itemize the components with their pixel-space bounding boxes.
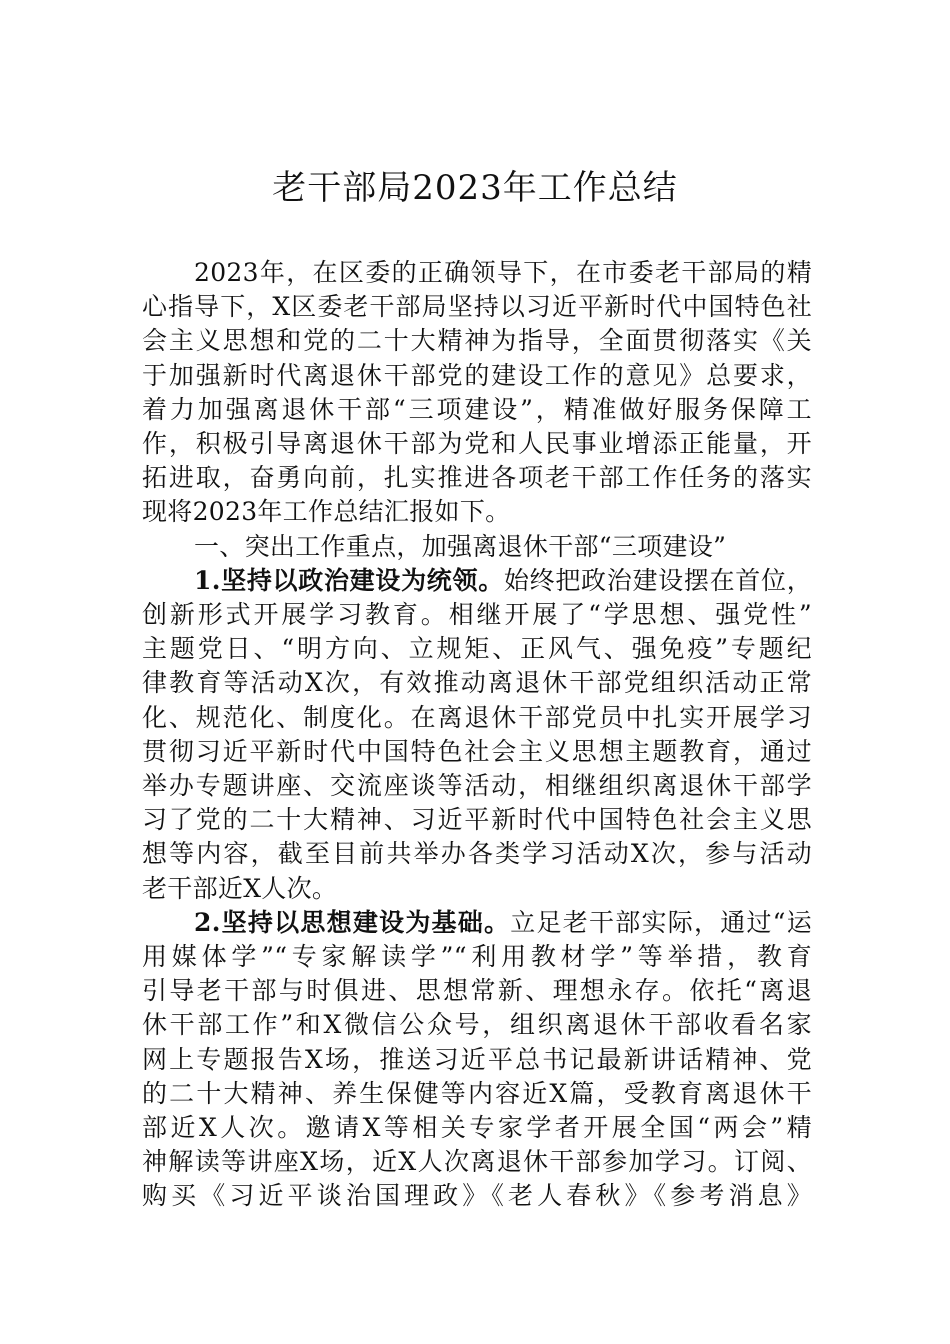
subsection-1-first-line [142, 564, 812, 598]
subsection-1-first-text: 始终把政治建设摆在首位， [503, 565, 812, 595]
paragraph-line: 化、规范化、制度化。在离退休干部党员中扎实开展学习 [142, 702, 812, 732]
document-title: 老干部局2023年工作总结 [272, 168, 678, 208]
section-heading: 一、突出工作重点，加强离退休干部“三项建设” [194, 531, 727, 561]
paragraph-line: 作，积极引导离退休干部为党和人民事业增添正能量，开 [142, 429, 812, 459]
paragraph-line: 贯彻习近平新时代中国特色社会主义思想主题教育，通过 [142, 736, 812, 766]
paragraph-line: 休干部工作”和X微信公众号，组织离退休干部收看名家 [142, 1010, 812, 1040]
paragraph-line: 用媒体学”“专家解读学”“利用教材学”等举措，教育 [142, 942, 812, 972]
paragraph-line: 着力加强离退休干部“三项建设”，精准做好服务保障工 [142, 394, 812, 424]
paragraph-line: 举办专题讲座、交流座谈等活动，相继组织离退休干部学 [142, 771, 812, 801]
paragraph-line: 习了党的二十大精神、习近平新时代中国特色社会主义思 [142, 805, 812, 835]
paragraph-line: 想等内容，截至目前共举办各类学习活动X次，参与活动 [142, 839, 812, 869]
paragraph-line: 购买《习近平谈治国理政》《老人春秋》《参考消息》 [142, 1181, 812, 1211]
paragraph-line: 引导老干部与时俱进、思想常新、理想永存。依托“离退 [142, 976, 812, 1006]
paragraph-line: 的二十大精神、养生保健等内容近X篇，受教育离退休干 [142, 1078, 812, 1108]
paragraph-line: 主题党日、“明方向、立规矩、正风气、强免疫”专题纪 [142, 634, 812, 664]
paragraph-line: 于加强新时代离退休干部党的建设工作的意见》总要求， [142, 360, 812, 390]
paragraph-line: 现将2023年工作总结汇报如下。 [142, 497, 511, 527]
paragraph-line: 会主义思想和党的二十大精神为指导，全面贯彻落实《关 [142, 326, 812, 356]
paragraph-line: 网上专题报告X场，推送习近平总书记最新讲话精神、党 [142, 1044, 812, 1074]
paragraph-line: 2023年，在区委的正确领导下，在市委老干部局的精 [194, 258, 812, 287]
subsection-1-heading: 1.坚持以政治建设为统领。 [194, 565, 504, 595]
paragraph-line: 神解读等讲座X场，近X人次离退休干部参加学习。订阅、 [142, 1147, 812, 1177]
paragraph-line: 部近X人次。邀请X等相关专家学者开展全国“两会”精 [142, 1113, 812, 1143]
document-body [142, 256, 812, 1214]
paragraph-line: 心指导下，X区委老干部局坚持以习近平新时代中国特色社 [142, 292, 812, 322]
paragraph-line: 老干部近X人次。 [142, 873, 338, 903]
subsection-2-first-line [142, 906, 812, 940]
subsection-2-heading: 2.坚持以思想建设为基础。 [194, 907, 511, 937]
paragraph-line: 创新形式开展学习教育。相继开展了“学思想、强党性” [142, 600, 812, 630]
subsection-2-first-text: 立足老干部实际，通过“运 [510, 907, 812, 937]
paragraph-line: 拓进取，奋勇向前，扎实推进各项老干部工作任务的落实 [142, 463, 812, 493]
paragraph-line: 律教育等活动X次，有效推动离退休干部党组织活动正常 [142, 668, 812, 698]
